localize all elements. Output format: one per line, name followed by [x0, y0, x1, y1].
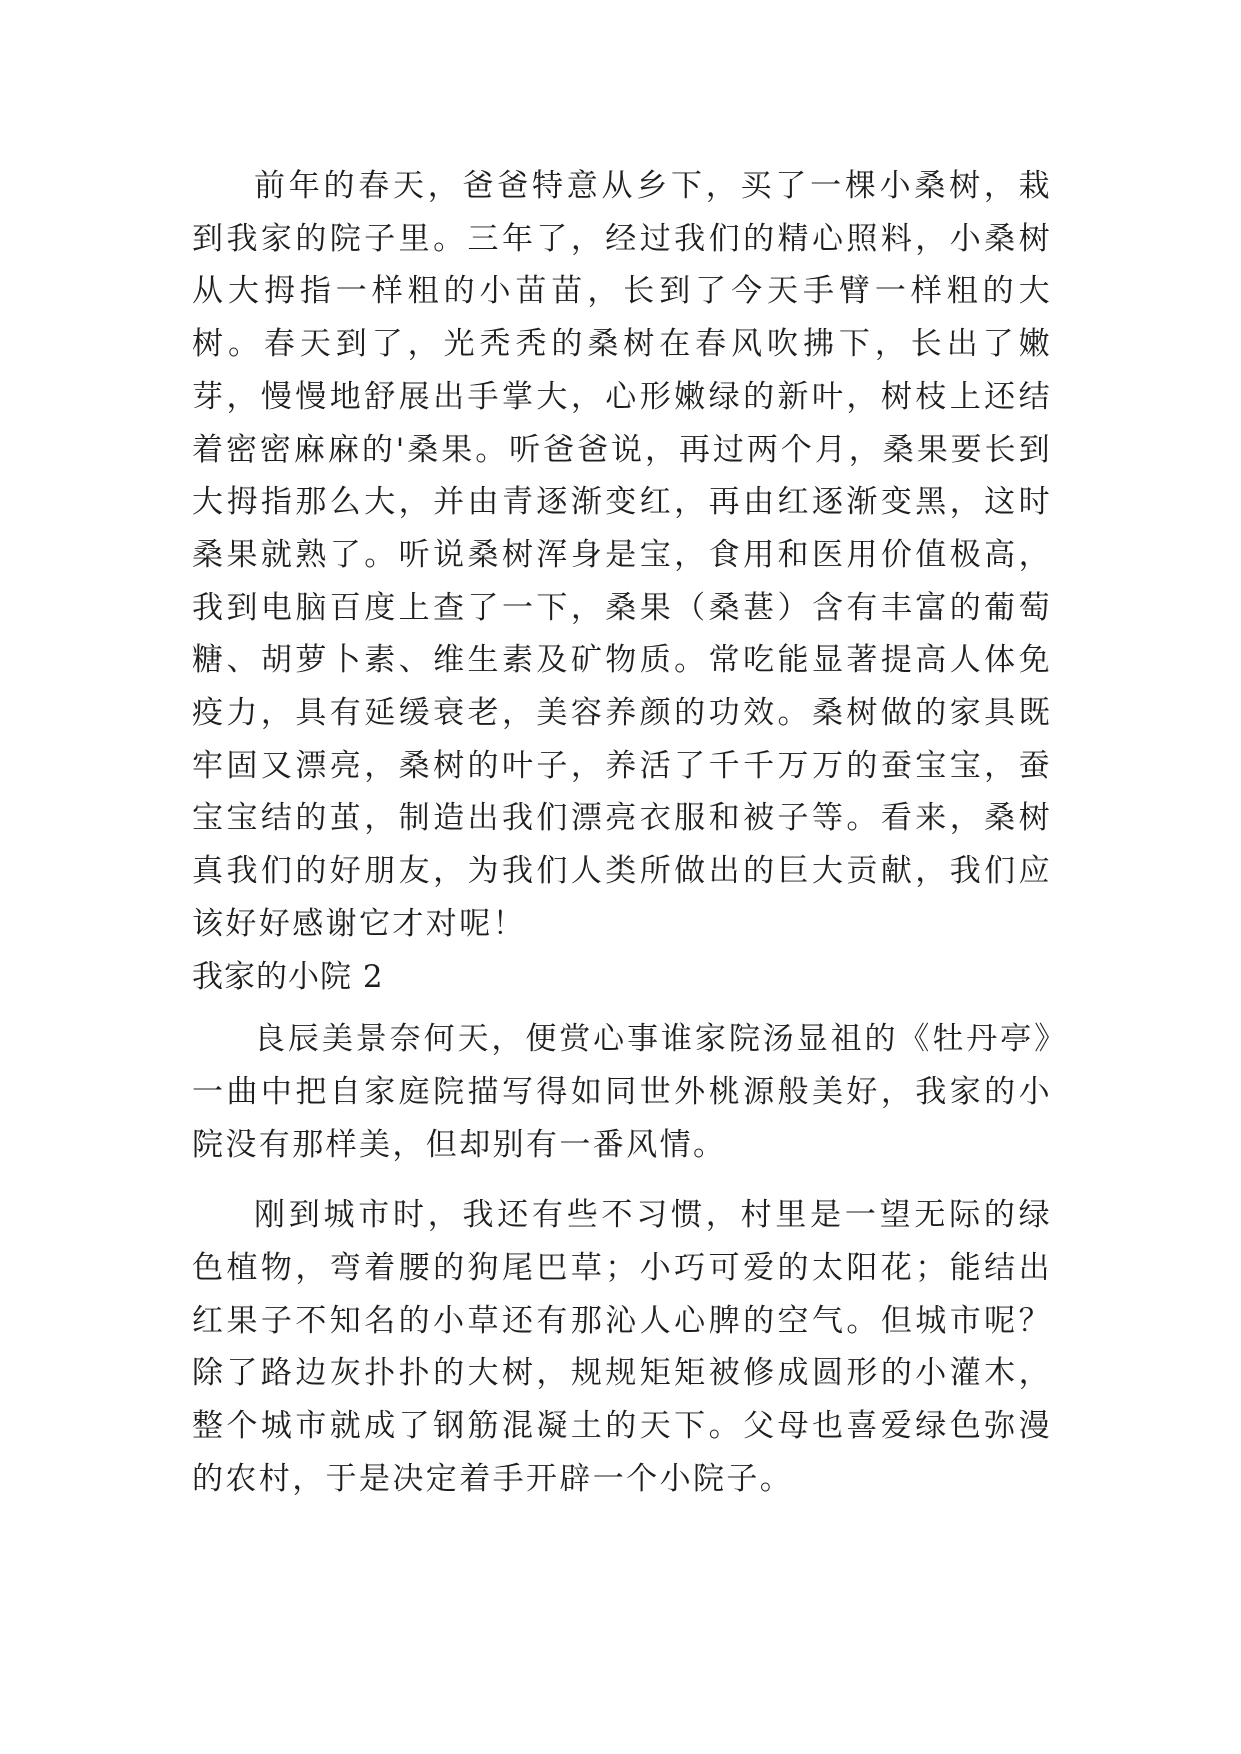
document-body — [192, 160, 1052, 1506]
body-paragraph: 刚到城市时，我还有些不习惯，村里是一望无际的绿色植物，弯着腰的狗尾巴草；小巧可爱的太阳花；能结出红果子不知名的小草还有那沁人心脾的空气。但城市呢？除了路边灰扑扑的大树，规规矩矩被修成圆形的小灌木，整个城市就成了钢筋混凝土的天下。父母也喜爱绿色弥漫的农村，于是决定着手开辟一个小院子。 — [192, 1197, 1052, 1497]
body-paragraph: 前年的春天，爸爸特意从乡下，买了一棵小桑树，栽到我家的院子里。三年了，经过我们的精心照料，小桑树从大拇指一样粗的小苗苗，长到了今天手臂一样粗的大树。春天到了，光秃秃的桑树在春风吹拂下，长出了嫩芽，慢慢地舒展出手掌大，心形嫩绿的新叶，树枝上还结着密密麻麻的'桑果。听爸爸说，再过两个月，桑果要长到大拇指那么大，并由青逐渐变红，再由红逐渐变黑，这时桑果就熟了。听说桑树浑身是宝，食用和医用价值极高，我到电脑百度上查了一下，桑果（桑葚）含有丰富的葡萄糖、胡萝卜素、维生素及矿物质。常吃能显著提高人体免疫力，具有延缓衰老，美容养颜的功效。桑树做的家具既牢固又漂亮，桑树的叶子，养活了千千万万的蚕宝宝，蚕宝宝结的茧，制造出我们漂亮衣服和被子等。看来，桑树真我们的好朋友，为我们人类所做出的巨大贡献，我们应该好好感谢它才对呢！ — [192, 168, 1052, 942]
body-paragraph: 良辰美景奈何天，便赏心事谁家院汤显祖的《牡丹亭》一曲中把自家庭院描写得如同世外桃源般美好，我家的小院没有那样美，但却别有一番风情。 — [192, 1021, 1052, 1163]
section-title: 我家的小院 2 — [192, 958, 384, 995]
